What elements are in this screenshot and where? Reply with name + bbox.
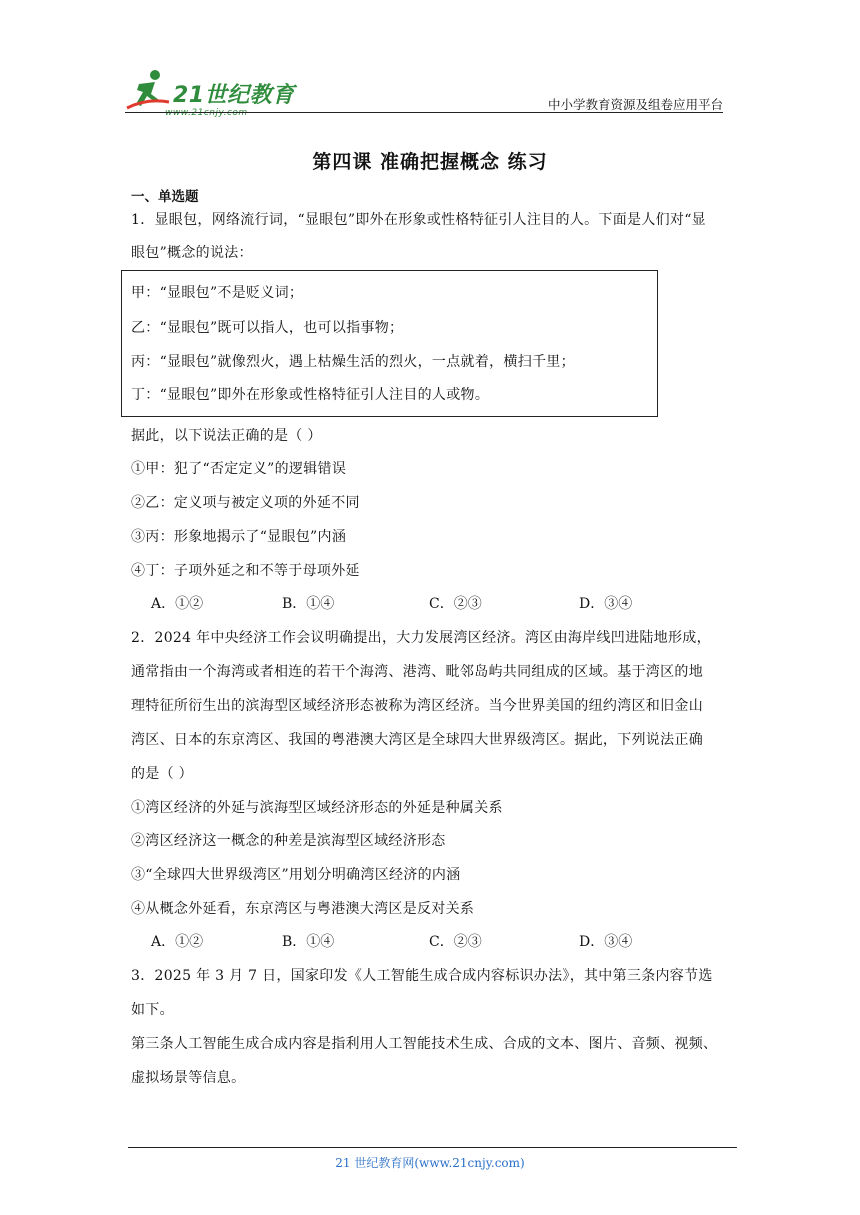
- q2-stem-line: 理特征所衍生出的滨海型区域经济形态被称为湾区经济。当今世界美国的纽约湾区和旧金山: [131, 698, 703, 714]
- q2-options: [151, 932, 671, 952]
- q1-stem-line: 眼包”概念的说法：: [131, 245, 253, 261]
- option-b[interactable]: B．①④: [282, 934, 335, 950]
- option-d[interactable]: D．③④: [579, 596, 633, 612]
- footer-divider: [128, 1147, 737, 1148]
- option-a[interactable]: A．①②: [151, 934, 204, 950]
- q2-item: ①湾区经济的外延与滨海型区域经济形态的外延是种属关系: [131, 800, 503, 816]
- q3-stem-line: 第三条人工智能生成合成内容是指利用人工智能技术生成、合成的文本、图片、音频、视频、: [131, 1036, 718, 1052]
- option-b[interactable]: B．①④: [282, 596, 335, 612]
- q1-stem-line: 1．显眼包，网络流行词，“显眼包”即外在形象或性格特征引人注目的人。下面是人们对“显: [131, 212, 706, 228]
- q1-item: ④丁：子项外延之和不等于母项外延: [131, 563, 360, 579]
- q1-options: [151, 594, 671, 614]
- platform-name: 中小学教育资源及组卷应用平台: [547, 97, 723, 112]
- q1-item: ②乙：定义项与被定义项的外延不同: [131, 495, 360, 511]
- q2-stem-line: 2．2024 年中央经济工作会议明确提出，大力发展湾区经济。湾区由海岸线凹进陆地形成，: [131, 630, 711, 646]
- page-title: 第四课 准确把握概念 练习: [312, 151, 548, 173]
- option-c[interactable]: C．②③: [429, 934, 482, 950]
- logo-url: www.21cnjy.com: [165, 108, 248, 118]
- logo-text: 21世纪教育: [173, 83, 295, 108]
- q1-box-line: 丙：“显眼包”就像烈火，遇上枯燥生活的烈火，一点就着，横扫千里；: [131, 354, 575, 370]
- page-header: [125, 62, 723, 116]
- option-a[interactable]: A．①②: [151, 596, 204, 612]
- q1-box-line: 甲：“显眼包”不是贬义词；: [131, 285, 304, 301]
- q1-box-line: 丁：“显眼包”即外在形象或性格特征引人注目的人或物。: [131, 387, 490, 403]
- q2-item: ③“全球四大世界级湾区”用划分明确湾区经济的内涵: [131, 867, 461, 883]
- q3-stem-line: 如下。: [131, 1002, 174, 1018]
- logo: [125, 68, 325, 116]
- q3-stem-line: 虚拟场景等信息。: [131, 1070, 246, 1086]
- option-d[interactable]: D．③④: [579, 934, 633, 950]
- q1-item: ③丙：形象地揭示了“显眼包”内涵: [131, 529, 347, 545]
- header-divider: [125, 112, 723, 113]
- q2-stem-line: 通常指由一个海湾或者相连的若干个海湾、港湾、毗邻岛屿共同组成的区域。基于湾区的地: [131, 664, 703, 680]
- q1-item: ①甲：犯了“否定定义”的逻辑错误: [131, 461, 347, 477]
- q3-stem-line: 3．2025 年 3 月 7 日，国家印发《人工智能生成合成内容标识办法》，其中第三条内容节选: [131, 968, 713, 984]
- option-c[interactable]: C．②③: [429, 596, 482, 612]
- q2-item: ④从概念外延看，东京湾区与粤港澳大湾区是反对关系: [131, 901, 475, 917]
- section-heading: 一、单选题: [131, 189, 199, 205]
- q2-item: ②湾区经济这一概念的种差是滨海型区域经济形态: [131, 833, 446, 849]
- q1-prompt: 据此，以下说法正确的是（ ）: [131, 428, 322, 444]
- q2-stem-line: 湾区、日本的东京湾区、我国的粤港澳大湾区是全球四大世界级湾区。据此，下列说法正确: [131, 732, 703, 748]
- q2-stem-line: 的是（ ）: [131, 766, 193, 782]
- footer-link[interactable]: 21 世纪教育网(www.21cnjy.com): [335, 1156, 525, 1170]
- q1-box-line: 乙：“显眼包”既可以指人，也可以指事物；: [131, 320, 404, 336]
